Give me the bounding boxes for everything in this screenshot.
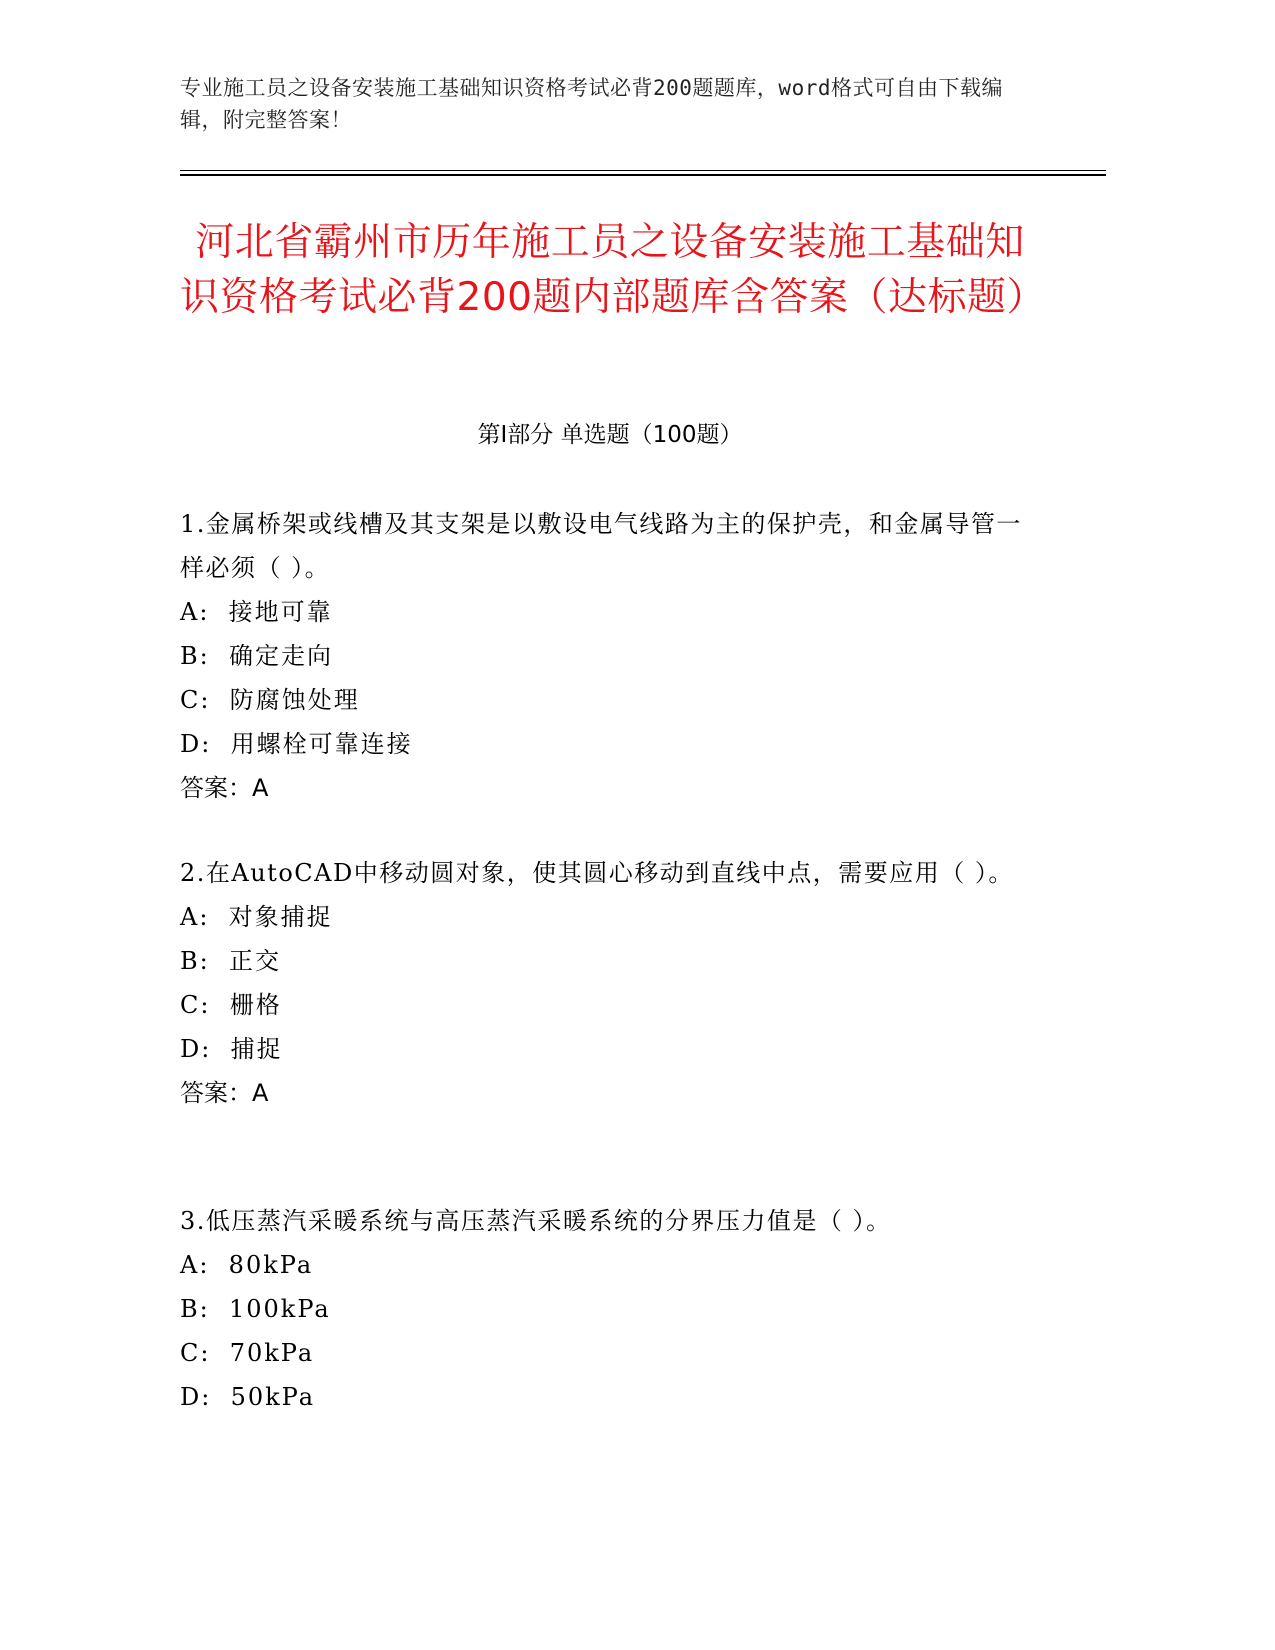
- header-note: 专业施工员之设备安装施工基础知识资格考试必背200题题库，word格式可自由下载编辑，附完整答案！: [180, 76, 1003, 132]
- question-stem: 2.在AutoCAD中移动圆对象，使其圆心移动到直线中点，需要应用（ ）。: [180, 859, 1014, 887]
- option-b: B: 正交: [180, 947, 281, 975]
- option-c: C: 防腐蚀处理: [180, 686, 360, 714]
- option-d: D: 捕捉: [180, 1035, 283, 1063]
- answer: 答案：A: [180, 1079, 269, 1107]
- option-b: B: 确定走向: [180, 642, 333, 670]
- option-a: A: 80kPa: [180, 1251, 314, 1279]
- option-a: A: 接地可靠: [180, 598, 333, 626]
- question-stem: 1.金属桥架或线槽及其支架是以敷设电气线路为主的保护壳，和金属导管一样必须（ ）。: [180, 510, 1022, 582]
- document-title: 河北省霸州市历年施工员之设备安装施工基础知识资格考试必背200题内部题库含答案（达标题）: [180, 220, 1046, 320]
- option-c: C: 栅格: [180, 991, 282, 1019]
- header-rule-thin: [180, 170, 1106, 171]
- question-2: [180, 851, 1040, 1115]
- question-1: [180, 502, 1040, 810]
- option-d: D: 50kPa: [180, 1383, 316, 1411]
- option-a: A: 对象捕捉: [180, 903, 333, 931]
- option-c: C: 70kPa: [180, 1339, 315, 1367]
- option-b: B: 100kPa: [180, 1295, 331, 1323]
- option-d: D: 用螺栓可靠连接: [180, 730, 413, 758]
- question-3: [180, 1199, 1040, 1419]
- section-title: 第Ⅰ部分 单选题（100题）: [477, 422, 743, 448]
- answer: 答案：A: [180, 774, 269, 802]
- question-stem: 3.低压蒸汽采暖系统与高压蒸汽采暖系统的分界压力值是（ ）。: [180, 1207, 892, 1235]
- header-rule-thick: [180, 174, 1106, 176]
